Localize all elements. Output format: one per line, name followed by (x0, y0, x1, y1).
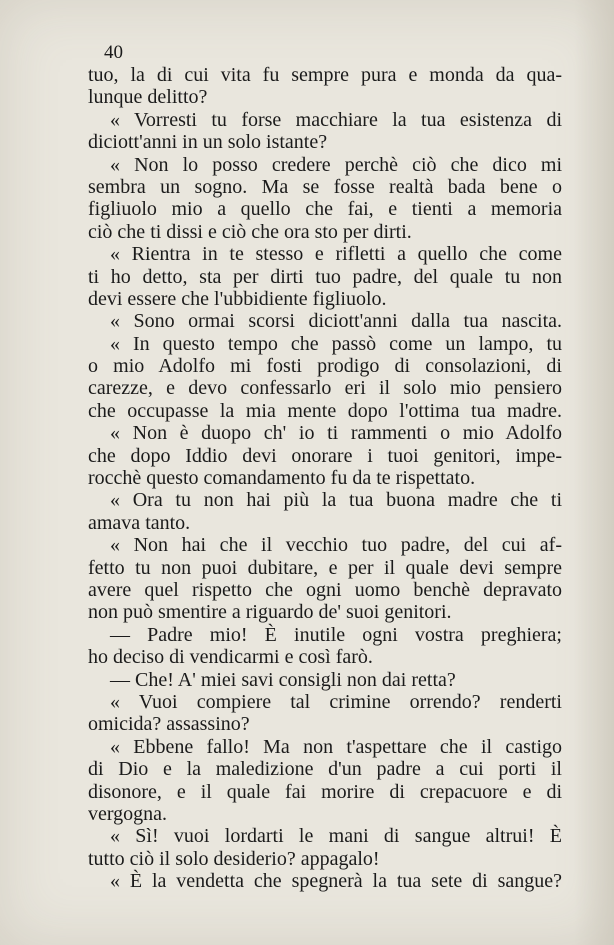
text-line: « È la vendetta che spegnerà la tua sete di sangue? (110, 870, 562, 893)
text-line: omicida? assassino? (88, 713, 250, 736)
text-line: — Padre mio! È inutile ogni vostra preghiera; (110, 623, 562, 646)
text-line: ho deciso di vendicarmi e così farò. (88, 646, 373, 669)
text-line: « Sì! vuoi lordarti le mani di sangue altrui! È (110, 825, 562, 848)
text-line: devi essere che l'ubbidiente figliuolo. (88, 287, 387, 310)
text-line: « Non lo posso credere perchè ciò che dico mi (110, 153, 562, 176)
text-line: fetto tu non puoi dubitare, e per il quale devi sempre (88, 556, 562, 579)
text-line: che dopo Iddio devi onorare i tuoi genitori, impe- (88, 444, 562, 467)
text-line: di Dio e la maledizione d'un padre a cui porti il (88, 758, 562, 781)
text-line: « Vorresti tu forse macchiare la tua esistenza di (110, 108, 562, 131)
text-line: non può smentire a riguardo de' suoi genitori. (88, 601, 452, 624)
text-line: sembra un sogno. Ma se fosse realtà bada bene o (88, 175, 562, 198)
body-text (88, 64, 562, 892)
text-line: « Sono ormai scorsi diciott'anni dalla tua nascita. (110, 310, 562, 333)
text-line: lunque delitto? (88, 86, 208, 109)
text-line: « Non è duopo ch' io ti rammenti o mio Adolfo (110, 422, 562, 445)
text-line: « Ora tu non hai più la tua buona madre che ti (110, 489, 562, 512)
text-line: « Vuoi compiere tal crimine orrendo? renderti (110, 690, 562, 713)
text-line: o mio Adolfo mi fosti prodigo di consolazioni, di (88, 355, 562, 378)
text-line: « Ebbene fallo! Ma non t'aspettare che il castigo (110, 735, 562, 758)
text-line: tuo, la di cui vita fu sempre pura e monda da qua- (88, 64, 562, 86)
text-line: diciott'anni in un solo istante? (88, 131, 328, 154)
text-line: avere quel rispetto che ogni uomo benchè depravato (88, 578, 562, 601)
text-line: tutto ciò il solo desiderio? appagalo! (88, 847, 380, 870)
text-line: carezze, e devo confessarlo eri il solo mio pensiero (88, 377, 562, 400)
text-line: che occupasse la mia mente dopo l'ottima tua madre. (88, 399, 562, 422)
text-line: « Rientra in te stesso e rifletti a quello che come (110, 243, 562, 266)
text-line: figliuolo mio a quello che fai, e tienti a memoria (88, 198, 562, 221)
text-line: ciò che ti dissi e ciò che ora sto per dirti. (88, 220, 412, 243)
text-line: « Non hai che il vecchio tuo padre, del cui af- (110, 534, 562, 557)
text-line: « In questo tempo che passò come un lampo, tu (110, 332, 562, 355)
text-line: vergogna. (88, 802, 168, 825)
text-line: rocchè questo comandamento fu da te rispettato. (88, 467, 476, 490)
text-line: ti ho detto, sta per dirti tuo padre, del quale tu non (88, 265, 562, 288)
page-number: 40 (104, 42, 123, 63)
text-line: — Che! A' miei savi consigli non dai retta? (110, 668, 456, 691)
text-line: disonore, e il quale fai morire di crepacuore e di (88, 780, 562, 803)
text-line: amava tanto. (88, 511, 191, 534)
